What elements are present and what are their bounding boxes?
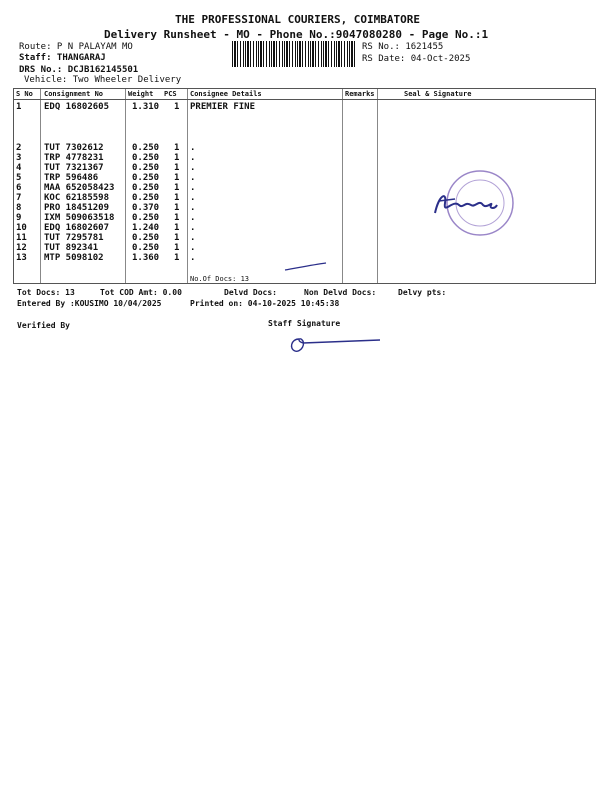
row-consignee: . — [190, 213, 196, 223]
route-label: Route: P N PALAYAM MO — [19, 42, 133, 52]
delivery-points: Delvy pts: — [398, 288, 447, 297]
row-consignment: TUT 892341 — [44, 243, 99, 253]
row-sno: 2 — [16, 143, 22, 153]
table-row — [14, 243, 595, 253]
non-delivered-docs: Non Delvd Docs: — [304, 288, 377, 297]
row-consignment: TUT 7302612 — [44, 143, 104, 153]
row-pcs: 1 — [174, 173, 180, 183]
row-sno: 6 — [16, 183, 22, 193]
table-row — [14, 102, 595, 112]
no-of-docs: No.Of Docs: 13 — [190, 275, 250, 283]
row-sno: 1 — [16, 102, 22, 112]
row-consignment: KOC 62185598 — [44, 193, 110, 203]
entered-by: Entered By :KOUSIMO 10/04/2025 — [17, 299, 162, 308]
row-sno: 7 — [16, 193, 22, 203]
table-header-row — [14, 90, 595, 100]
row-pcs: 1 — [174, 163, 180, 173]
row-sno: 9 — [16, 213, 22, 223]
row-consignment: TRP 596486 — [44, 173, 99, 183]
row-sno: 8 — [16, 203, 22, 213]
row-consignee: . — [190, 223, 196, 233]
staff-signature — [285, 333, 385, 355]
row-consignee: . — [190, 243, 196, 253]
row-consignment: EDQ 16802605 — [44, 102, 110, 112]
row-consignment: MTP 5098102 — [44, 253, 104, 263]
pen-mark — [283, 261, 328, 273]
row-consignee: . — [190, 173, 196, 183]
row-consignee: . — [190, 233, 196, 243]
row-consignment: EDQ 16802607 — [44, 223, 110, 233]
row-pcs: 1 — [174, 143, 180, 153]
row-pcs: 1 — [174, 233, 180, 243]
staff-signature-label: Staff Signature — [268, 319, 341, 328]
row-consignment: IXM 509063518 — [44, 213, 115, 223]
header-consignee: Consignee Details — [190, 90, 262, 98]
row-weight: 0.250 — [132, 183, 160, 193]
row-weight: 0.250 — [132, 233, 160, 243]
row-weight: 1.240 — [132, 223, 160, 233]
row-consignee: . — [190, 253, 196, 263]
verified-by: Verified By — [17, 321, 70, 330]
printed-on: Printed on: 04-10-2025 10:45:38 — [190, 299, 340, 308]
row-pcs: 1 — [174, 193, 180, 203]
row-pcs: 1 — [174, 223, 180, 233]
table-row — [14, 143, 595, 153]
row-pcs: 1 — [174, 203, 180, 213]
vehicle-label: Vehicle: Two Wheeler Delivery — [24, 75, 182, 85]
seal-stamp — [425, 165, 520, 240]
row-consignee: . — [190, 203, 196, 213]
table-row — [14, 153, 595, 163]
row-weight: 0.250 — [132, 153, 160, 163]
row-consignment: MAA 652058423 — [44, 183, 115, 193]
header-pcs: PCS — [164, 90, 177, 98]
row-pcs: 1 — [174, 183, 180, 193]
row-consignment: TRP 4778231 — [44, 153, 104, 163]
company-title: THE PROFESSIONAL COURIERS, COIMBATORE — [175, 13, 421, 26]
header-consignment: Consignment No — [44, 90, 104, 98]
runsheet-subtitle: Delivery Runsheet - MO - Phone No.:9047080280 - Page No.:1 — [104, 28, 489, 41]
header-weight: Weight — [128, 90, 154, 98]
row-sno: 10 — [16, 223, 27, 233]
drs-number: DRS No.: DCJB162145501 — [19, 65, 139, 75]
row-sno: 5 — [16, 173, 22, 183]
row-consignment: TUT 7295781 — [44, 233, 104, 243]
rs-date: RS Date: 04-Oct-2025 — [362, 54, 471, 64]
header-seal: Seal & Signature — [404, 90, 472, 98]
row-sno: 12 — [16, 243, 27, 253]
delivered-docs: Delvd Docs: — [224, 288, 277, 297]
header-sno: S No — [16, 90, 33, 98]
row-pcs: 1 — [174, 253, 180, 263]
row-consignee: . — [190, 153, 196, 163]
row-sno: 4 — [16, 163, 22, 173]
row-weight: 1.310 — [132, 102, 160, 112]
row-weight: 0.250 — [132, 173, 160, 183]
row-pcs: 1 — [174, 243, 180, 253]
row-consignee: . — [190, 163, 196, 173]
tot-docs: Tot Docs: 13 — [17, 288, 75, 297]
row-weight: 0.250 — [132, 243, 160, 253]
row-sno: 11 — [16, 233, 27, 243]
header-remarks: Remarks — [345, 90, 375, 98]
row-consignee: . — [190, 193, 196, 203]
tot-cod-amount: Tot COD Amt: 0.00 — [100, 288, 182, 297]
row-sno: 13 — [16, 253, 27, 263]
row-consignment: TUT 7321367 — [44, 163, 104, 173]
row-pcs: 1 — [174, 213, 180, 223]
row-weight: 0.250 — [132, 213, 160, 223]
row-pcs: 1 — [174, 153, 180, 163]
row-weight: 0.250 — [132, 163, 160, 173]
row-pcs: 1 — [174, 102, 180, 112]
row-consignment: PRO 18451209 — [44, 203, 110, 213]
row-weight: 0.250 — [132, 193, 160, 203]
rs-number: RS No.: 1621455 — [362, 42, 444, 52]
row-sno: 3 — [16, 153, 22, 163]
row-consignee: . — [190, 143, 196, 153]
barcode-image — [232, 41, 357, 67]
staff-label: Staff: THANGARAJ — [19, 53, 106, 63]
row-consignee: . — [190, 183, 196, 193]
row-weight: 1.360 — [132, 253, 160, 263]
row-weight: 0.250 — [132, 143, 160, 153]
row-weight: 0.370 — [132, 203, 160, 213]
row-consignee: PREMIER FINE — [190, 102, 256, 112]
